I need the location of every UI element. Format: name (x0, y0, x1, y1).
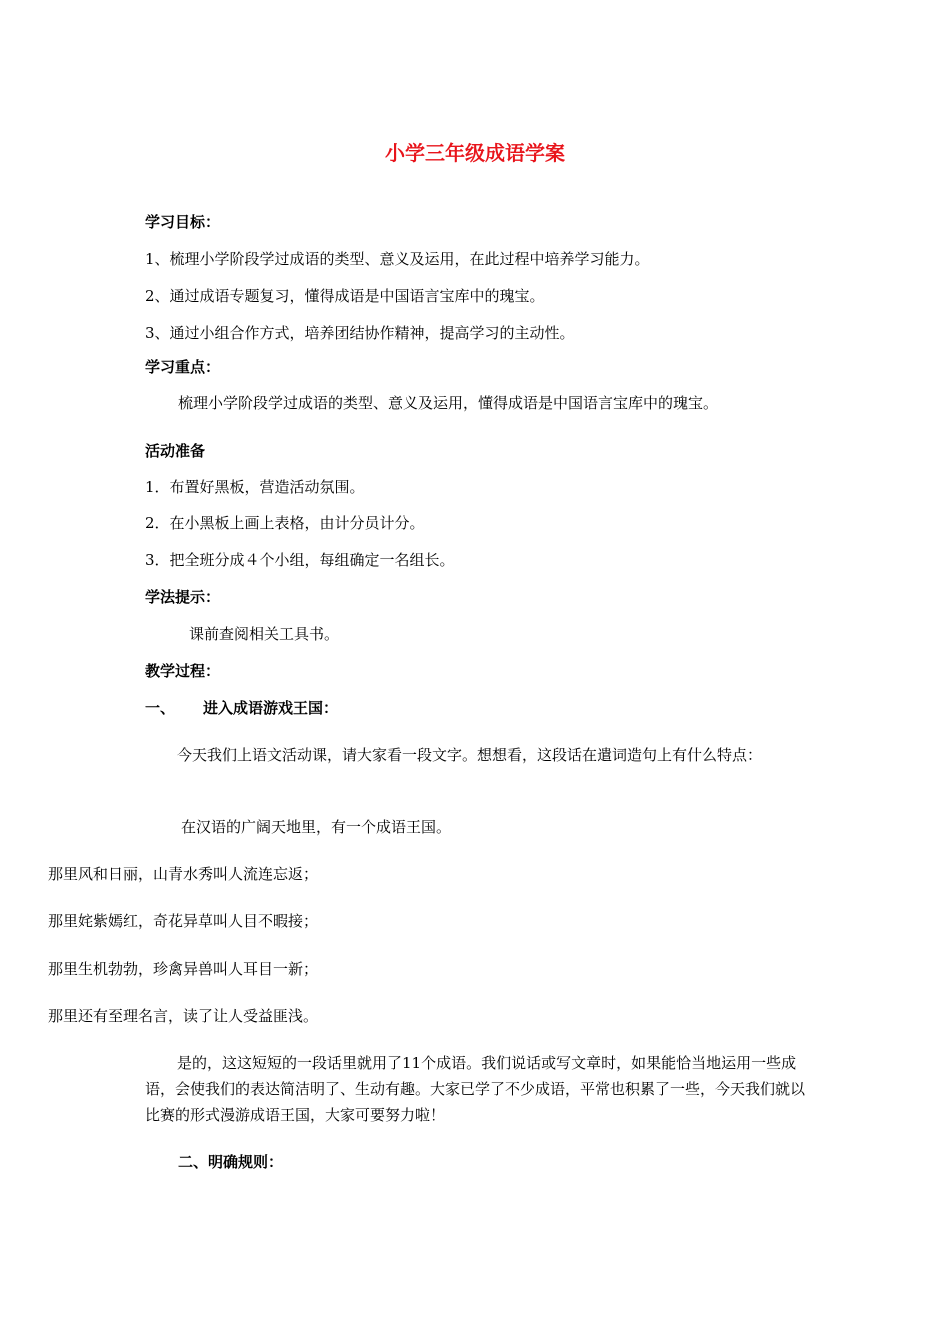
prep-item-2: 2．在小黑板上画上表格，由计分员计分。 (145, 514, 425, 532)
passage-line-4: 那里还有至理名言，读了让人受益匪浅。 (48, 1007, 319, 1025)
goals-heading: 学习目标： (145, 213, 221, 231)
passage-line-1: 那里风和日丽，山青水秀叫人流连忘返； (48, 865, 319, 883)
section-2-title: 二、明确规则： (178, 1153, 284, 1171)
prep-item-3: 3．把全班分成４个小组，每组确定一名组长。 (145, 551, 455, 569)
tips-text: 课前查阅相关工具书。 (189, 625, 340, 643)
goal-item-1: 1、梳理小学阶段学过成语的类型、意义及运用，在此过程中培养学习能力。 (145, 250, 650, 268)
passage-line-3: 那里生机勃勃，珍禽异兽叫人耳目一新； (48, 960, 319, 978)
focus-text: 梳理小学阶段学过成语的类型、意义及运用，懂得成语是中国语言宝库中的瑰宝。 (178, 394, 719, 412)
goal-item-2: 2、通过成语专题复习，懂得成语是中国语言宝库中的瑰宝。 (145, 287, 545, 305)
section-1-number: 一、 (145, 699, 176, 717)
prep-item-1: 1．布置好黑板，营造活动氛围。 (145, 478, 365, 496)
conclusion-paragraph: 是的，这这短短的一段话里就用了11个成语。我们说话或写文章时，如果能恰当地运用一些成语，会使我们的表达简洁明了、生动有趣。大家已学了不少成语，平常也积累了一些，今天我们就以比赛的形式漫游成语王国，大家可要努力啦！ (145, 1054, 806, 1124)
prep-heading: 活动准备 (145, 442, 206, 460)
section-1-title: 进入成语游戏王国： (203, 699, 339, 717)
focus-heading: 学习重点： (145, 358, 221, 376)
intro-paragraph: 今天我们上语文活动课，请大家看一段文字。想想看，这段话在遣词造句上有什么特点： (177, 746, 763, 764)
process-heading: 教学过程： (145, 662, 221, 680)
document-title: 小学三年级成语学案 (385, 141, 565, 165)
tips-heading: 学法提示： (145, 588, 221, 606)
passage-lead: 在汉语的广阔天地里，有一个成语王国。 (181, 818, 452, 836)
passage-line-2: 那里姹紫嫣红，奇花异草叫人目不暇接； (48, 912, 319, 930)
goal-item-3: 3、通过小组合作方式，培养团结协作精神，提高学习的主动性。 (145, 324, 575, 342)
